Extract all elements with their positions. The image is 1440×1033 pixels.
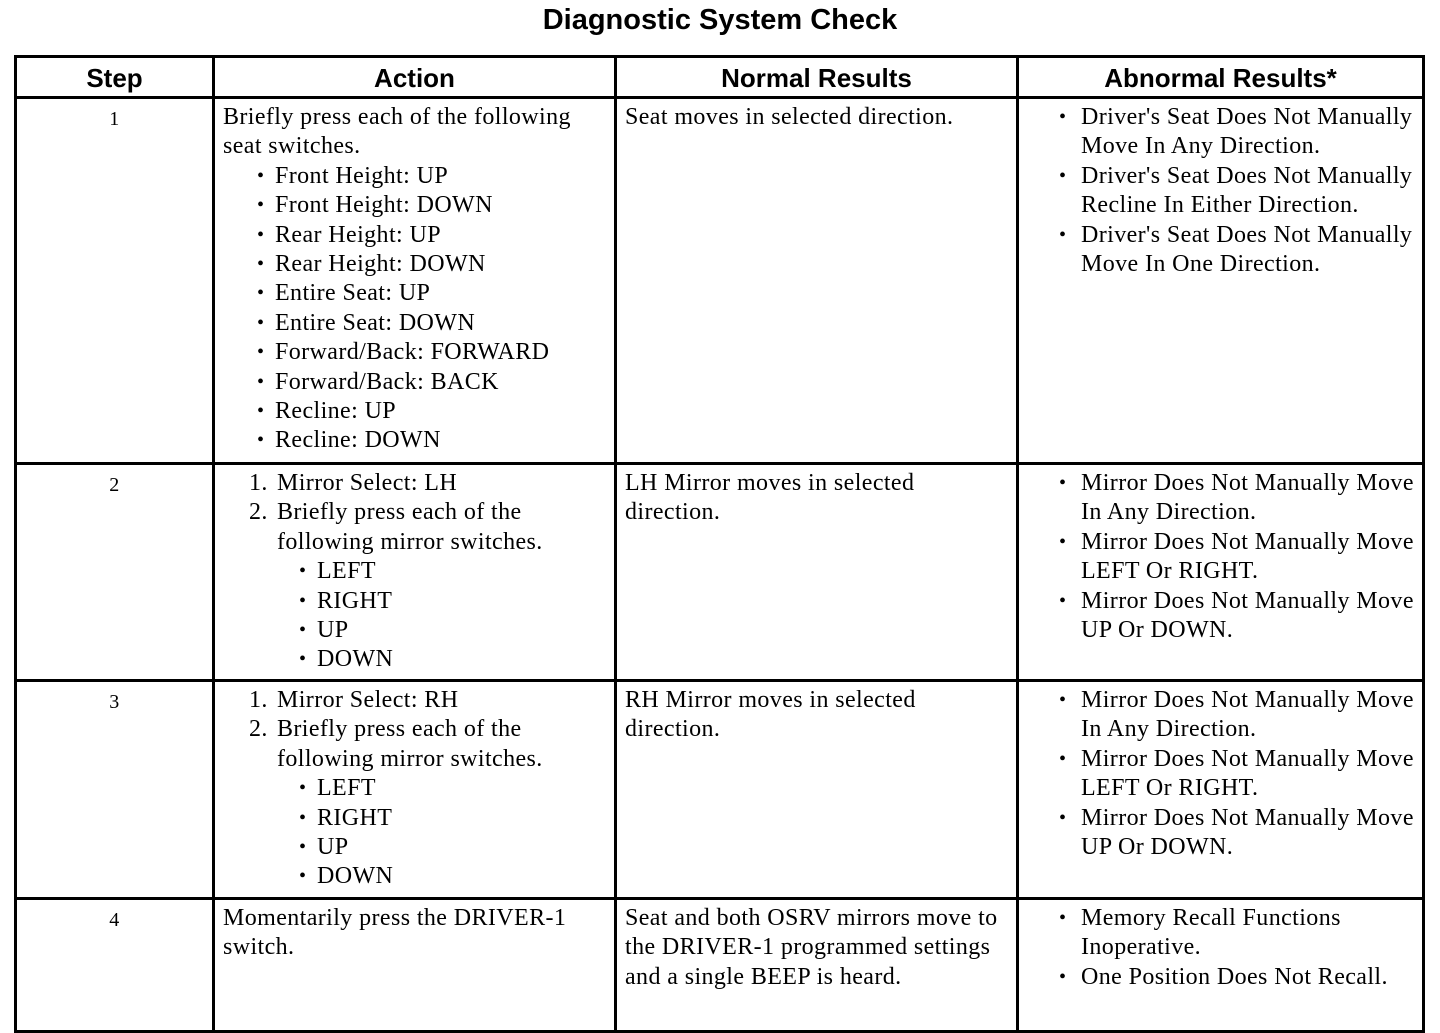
header-normal-results: Normal Results [616, 57, 1018, 98]
step-number: 1 [16, 98, 214, 464]
abnormal-results-cell [1018, 681, 1424, 899]
action-cell [214, 681, 616, 899]
action-step [249, 715, 606, 891]
seat-switch-list [223, 162, 606, 456]
list-item: • UP [299, 833, 606, 862]
list-item: • RIGHT [299, 804, 606, 833]
header-step: Step [16, 57, 214, 98]
step-text: Briefly press each of the following mirror switches. [277, 499, 543, 555]
action-text: Momentarily press the DRIVER-1 switch. [214, 899, 616, 1032]
step-number: 4 [16, 899, 214, 1032]
header-action: Action [214, 57, 616, 98]
mirror-switch-list [277, 774, 606, 892]
page-title: Diagnostic System Check [542, 4, 898, 36]
list-item: • Driver's Seat Does Not Manually Move In One Direction. [1059, 221, 1418, 280]
list-item: • Front Height: UP [257, 162, 606, 191]
abnormal-results-cell [1018, 98, 1424, 464]
list-item: • Mirror Does Not Manually Move LEFT Or RIGHT. [1059, 745, 1418, 804]
list-item: • Recline: DOWN [257, 426, 606, 455]
list-item: • Forward/Back: BACK [257, 368, 606, 397]
mirror-switch-list [277, 557, 606, 675]
step-index: 1. [249, 470, 268, 496]
list-item: • Mirror Does Not Manually Move LEFT Or RIGHT. [1059, 528, 1418, 587]
list-item: • Driver's Seat Does Not Manually Move In Any Direction. [1059, 103, 1418, 162]
abnormal-list [1059, 469, 1418, 645]
step-index: 2. [249, 716, 268, 743]
action-step [249, 498, 606, 674]
table-row [16, 681, 1424, 899]
list-item: • LEFT [299, 557, 606, 586]
abnormal-list [1059, 904, 1418, 992]
list-item: • DOWN [299, 645, 606, 674]
list-item: • Memory Recall Functions Inoperative. [1059, 904, 1418, 963]
list-item: • DOWN [299, 862, 606, 891]
list-item: • Front Height: DOWN [257, 191, 606, 220]
list-item: • Recline: UP [257, 397, 606, 426]
action-cell [214, 98, 616, 464]
normal-result: Seat and both OSRV mirrors move to the DRIVER-1 programmed settings and a single BEEP is heard. [616, 899, 1018, 1032]
header-abnormal-results: Abnormal Results* [1018, 57, 1424, 98]
list-item: • RIGHT [299, 587, 606, 616]
action-steps [223, 469, 606, 675]
step-text: Briefly press each of the following mirror switches. [277, 716, 543, 772]
list-item: • Forward/Back: FORWARD [257, 338, 606, 367]
action-intro: Briefly press each of the following seat switches. [223, 104, 571, 160]
action-cell [214, 464, 616, 681]
list-item: • Mirror Does Not Manually Move UP Or DOWN. [1059, 587, 1418, 646]
step-index: 1. [249, 687, 268, 713]
list-item: • Entire Seat: DOWN [257, 309, 606, 338]
normal-result: Seat moves in selected direction. [616, 98, 1018, 464]
list-item: • Mirror Does Not Manually Move In Any Direction. [1059, 686, 1418, 745]
header-row [16, 57, 1424, 98]
list-item: • Mirror Does Not Manually Move UP Or DOWN. [1059, 804, 1418, 863]
list-item: • Driver's Seat Does Not Manually Recline In Either Direction. [1059, 162, 1418, 221]
action-step [249, 686, 606, 715]
action-steps [223, 686, 606, 892]
diagnostic-table [14, 55, 1425, 1033]
normal-result: LH Mirror moves in selected direction. [616, 464, 1018, 681]
step-text: Mirror Select: LH [277, 470, 458, 496]
step-text: Mirror Select: RH [277, 687, 459, 713]
table-row [16, 464, 1424, 681]
abnormal-list [1059, 103, 1418, 279]
list-item: • UP [299, 616, 606, 645]
table-row [16, 899, 1424, 1032]
table-row [16, 98, 1424, 464]
normal-result: RH Mirror moves in selected direction. [616, 681, 1018, 899]
step-number: 2 [16, 464, 214, 681]
list-item: • Rear Height: UP [257, 221, 606, 250]
list-item: • Mirror Does Not Manually Move In Any Direction. [1059, 469, 1418, 528]
abnormal-list [1059, 686, 1418, 862]
abnormal-results-cell [1018, 899, 1424, 1032]
abnormal-results-cell [1018, 464, 1424, 681]
list-item: • LEFT [299, 774, 606, 803]
action-step [249, 469, 606, 498]
step-index: 2. [249, 499, 268, 526]
list-item: • Entire Seat: UP [257, 279, 606, 308]
step-number: 3 [16, 681, 214, 899]
list-item: • Rear Height: DOWN [257, 250, 606, 279]
list-item: • One Position Does Not Recall. [1059, 963, 1418, 992]
